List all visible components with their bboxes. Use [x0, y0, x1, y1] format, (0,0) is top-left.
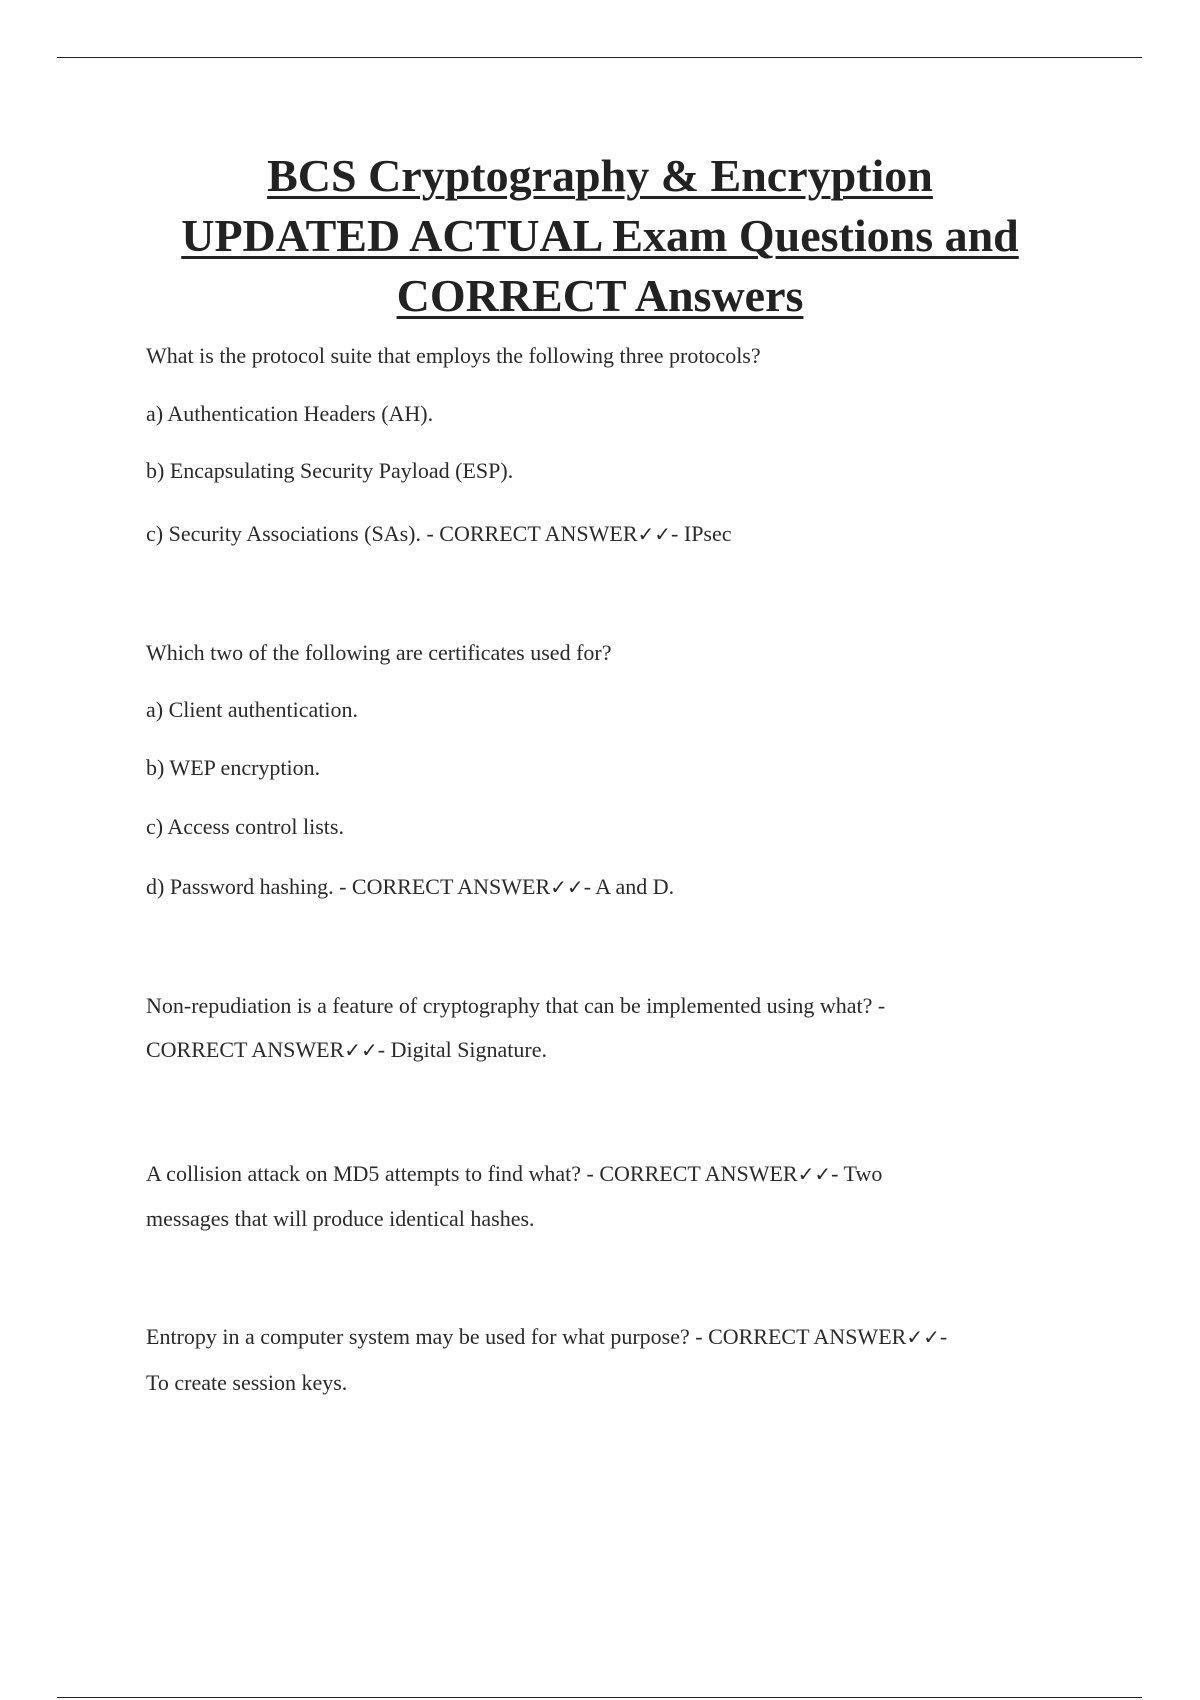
check-icon: ✓✓: [550, 875, 584, 899]
q1-question: What is the protocol suite that employs the following three protocols?: [146, 343, 761, 368]
q4-answer-prefix: A collision attack on MD5 attempts to find what? - CORRECT ANSWER: [146, 1161, 798, 1186]
q3-answer-value: - Digital Signature.: [377, 1037, 548, 1062]
q3-question: Non-repudiation is a feature of cryptography that can be implemented using what? -: [146, 993, 886, 1018]
title-line-2: UPDATED ACTUAL Exam Questions and: [181, 210, 1019, 261]
q5-answer-value: -: [939, 1324, 948, 1349]
q2-option-b: b) WEP encryption.: [146, 755, 321, 780]
q5-answer-line: [146, 1324, 947, 1350]
q2-question: Which two of the following are certificates used for?: [146, 640, 612, 665]
check-icon: ✓✓: [906, 1325, 940, 1349]
q5-answer-prefix: Entropy in a computer system may be used for what purpose? - CORRECT ANSWER: [146, 1324, 907, 1349]
q1-option-b: b) Encapsulating Security Payload (ESP).: [146, 458, 514, 483]
q3-answer-line: [146, 1037, 547, 1063]
q4-answer-value: - Two: [831, 1161, 883, 1186]
document-title: [100, 146, 1100, 326]
check-icon: ✓✓: [797, 1162, 832, 1186]
q1-answer-line: [146, 521, 732, 547]
bottom-rule: [57, 1697, 1142, 1698]
q3-answer-prefix: CORRECT ANSWER: [146, 1037, 345, 1062]
q2-answer-value: - A and D.: [583, 874, 675, 899]
q2-answer-line: [146, 874, 674, 900]
top-rule: [57, 57, 1142, 58]
q2-option-c: c) Access control lists.: [146, 814, 344, 839]
q1-option-a: a) Authentication Headers (AH).: [146, 401, 434, 426]
q4-answer-continuation: messages that will produce identical hashes.: [146, 1206, 535, 1231]
check-icon: ✓✓: [344, 1038, 378, 1062]
q1-answer-value: - IPsec: [671, 521, 732, 546]
q2-answer-prefix: d) Password hashing. - CORRECT ANSWER: [146, 874, 551, 899]
q1-answer-prefix: c) Security Associations (SAs). - CORRECT ANSWER: [146, 521, 638, 546]
q2-option-a: a) Client authentication.: [146, 697, 358, 722]
q5-answer-continuation: To create session keys.: [146, 1370, 348, 1395]
title-line-1: BCS Cryptography & Encryption: [267, 150, 933, 201]
check-icon: ✓✓: [637, 522, 672, 546]
title-line-3: CORRECT Answers: [396, 270, 804, 321]
q4-answer-line: [146, 1161, 882, 1187]
